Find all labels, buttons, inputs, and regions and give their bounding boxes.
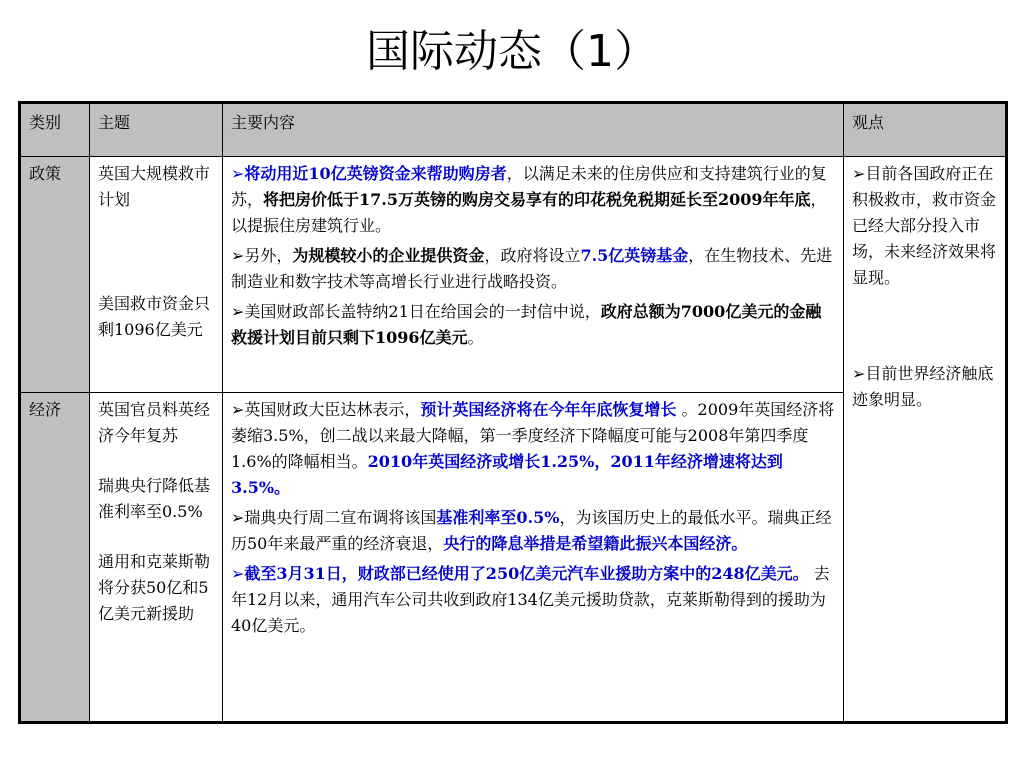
category-policy: 政策 — [20, 157, 90, 393]
bullet-arrow-icon: ➢ — [231, 400, 245, 419]
header-category: 类别 — [20, 103, 90, 157]
topic-sweden-rate-cut: 瑞典央行降低基准利率至0.5% — [98, 476, 211, 521]
content-paragraph: ➢英国财政大臣达林表示，预计英国经济将在今年年底恢复增长 。2009年英国经济将萎缩3.5%，创二战以来最大降幅，第一季度经济下降幅度可能与2008年第四季度1.6%的降幅相当。2010年英国经济或增长1.25%，2011年经济增速将达到3.5%。 — [231, 400, 835, 497]
bullet-arrow-icon: ➢ — [231, 164, 245, 183]
content-paragraph: ➢另外，为规模较小的企业提供资金，政府将设立7.5亿英镑基金，在生物技术、先进制造业和数字技术等高增长行业进行战略投资。 — [231, 246, 833, 291]
viewpoint-policy: ➢目前各国政府正在积极救市，救市资金已经大部分投入市场，未来经济效果将显现。 — [852, 164, 997, 287]
content-cell-policy — [223, 157, 844, 393]
bullet-arrow-icon: ➢ — [852, 364, 866, 383]
page-title: 国际动态（1） — [366, 26, 658, 77]
topic-uk-recovery: 英国官员料英经济今年复苏 — [98, 400, 211, 445]
topic-gm-chrysler-aid: 通用和克莱斯勒将分获50亿和5亿美元新援助 — [98, 552, 211, 623]
news-table — [18, 101, 1008, 724]
bullet-arrow-icon: ➢ — [231, 564, 245, 583]
bullet-arrow-icon: ➢ — [231, 508, 245, 527]
content-paragraph: ➢将动用近10亿英镑资金来帮助购房者，以满足未来的住房供应和支持建筑行业的复苏，将把房价低于17.5万英镑的购房交易享有的印花税免税期延长至2009年年底，以提振住房建筑行业。 — [231, 164, 827, 235]
topic-cell-economy — [90, 393, 223, 723]
header-viewpoint: 观点 — [844, 103, 1007, 157]
header-topic: 主题 — [90, 103, 223, 157]
topic-us-rescue-funds: 美国救市资金只剩1096亿美元 — [98, 294, 211, 339]
topic-cell-policy — [90, 157, 223, 393]
table-row-policy — [20, 157, 1007, 393]
content-cell-economy — [223, 393, 844, 723]
viewpoint-economy: ➢目前世界经济触底迹象明显。 — [852, 364, 994, 409]
table-header-row — [20, 103, 1007, 157]
viewpoint-cell — [844, 157, 1007, 723]
content-paragraph: ➢瑞典央行周二宣布调将该国基准利率至0.5%，为该国历史上的最低水平。瑞典正经历50年来最严重的经济衰退，央行的降息举措是希望籍此振兴本国经济。 — [231, 508, 832, 553]
bullet-arrow-icon: ➢ — [852, 164, 866, 183]
content-paragraph: ➢截至3月31日，财政部已经使用了250亿美元汽车业援助方案中的248亿美元。 去年12月以来，通用汽车公司共收到政府134亿美元援助贷款，克莱斯勒得到的援助为40亿美元。 — [231, 564, 830, 635]
bullet-arrow-icon: ➢ — [231, 246, 245, 265]
content-paragraph: ➢美国财政部长盖特纳21日在给国会的一封信中说，政府总额为7000亿美元的金融救援计划目前只剩下1096亿美元。 — [231, 302, 822, 347]
bullet-arrow-icon: ➢ — [231, 302, 245, 321]
category-economy: 经济 — [20, 393, 90, 723]
topic-uk-rescue: 英国大规模救市计划 — [98, 164, 211, 209]
header-content: 主要内容 — [223, 103, 844, 157]
